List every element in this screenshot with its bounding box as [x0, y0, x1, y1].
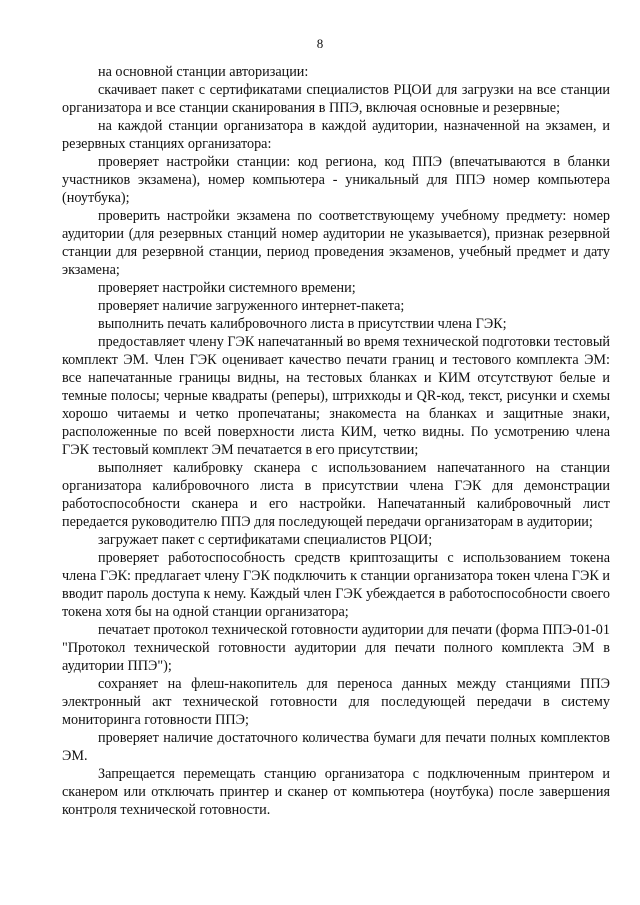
- paragraph: проверяет наличие достаточного количества бумаги для печати полных комплектов ЭМ.: [62, 730, 610, 764]
- paragraph: выполняет калибровку сканера с использованием напечатанного на станции организатора калибровочного листа в присутствии члена ГЭК для демонстрации работоспособности сканера и его настройки. Напечатанный калибровочный лист передается руководителю ППЭ для последующей передачи организаторам в аудитории;: [62, 460, 610, 530]
- paragraph: на каждой станции организатора в каждой аудитории, назначенной на экзамен, и резервных станциях организатора:: [62, 118, 610, 152]
- paragraph: проверяет настройки станции: код региона, код ППЭ (впечатываются в бланки участников экзамена), номер компьютера - уникальный для ППЭ номер компьютера (ноутбука);: [62, 154, 610, 206]
- paragraph: проверяет работоспособность средств криптозащиты с использованием токена члена ГЭК: предлагает члену ГЭК подключить к станции организатора токен члена ГЭК и вводит пароль доступа к нему. Каждый член ГЭК убеждается в работоспособности своего токена хотя бы на одной станции организатора;: [62, 550, 610, 620]
- paragraph: на основной станции авторизации:: [98, 64, 309, 80]
- document-body: [62, 63, 610, 819]
- paragraph: предоставляет члену ГЭК напечатанный во время технической подготовки тестовый комплект ЭМ. Член ГЭК оценивает качество печати границ и тестового комплекта ЭМ: все напечатанные границы видны, на тестовых бланках и КИМ отсутствуют белые и темные полосы; черные квадраты (реперы), штрихкоды и QR-код, текст, рисунки и схемы хорошо читаемы и четко пропечатаны; знакоместа на бланках и защитные знаки, расположенные по всей поверхности листа КИМ, четко видны. По усмотрению члена ГЭК тестовый комплект ЭМ печатается в его присутствии;: [62, 334, 610, 458]
- paragraph: загружает пакет с сертификатами специалистов РЦОИ;: [98, 532, 433, 548]
- paragraph: проверяет настройки системного времени;: [98, 280, 356, 296]
- paragraph: скачивает пакет с сертификатами специалистов РЦОИ для загрузки на все станции организатора и все станции сканирования в ППЭ, включая основные и резервные;: [62, 82, 610, 116]
- page-number: 8: [316, 36, 324, 51]
- paragraph: проверяет наличие загруженного интернет-пакета;: [98, 298, 405, 314]
- paragraph: проверить настройки экзамена по соответствующему учебному предмету: номер аудитории (для резервных станций номер аудитории не указывается), признак резервной станции для резервной станции, период проведения экзаменов, учебный предмет и дату экзамена;: [62, 208, 610, 278]
- paragraph: печатает протокол технической готовности аудитории для печати (форма ППЭ-01-01 "Протокол технической готовности аудитории для печати полного комплекта ЭМ в аудитории ППЭ");: [62, 622, 610, 674]
- paragraph: сохраняет на флеш-накопитель для переноса данных между станциями ППЭ электронный акт технической готовности для последующей передачи в систему мониторинга готовности ППЭ;: [62, 676, 610, 728]
- paragraph: Запрещается перемещать станцию организатора с подключенным принтером и сканером или отключать принтер и сканер от компьютера (ноутбука) после завершения контроля технической готовности.: [62, 766, 610, 818]
- paragraph: выполнить печать калибровочного листа в присутствии члена ГЭК;: [98, 316, 507, 332]
